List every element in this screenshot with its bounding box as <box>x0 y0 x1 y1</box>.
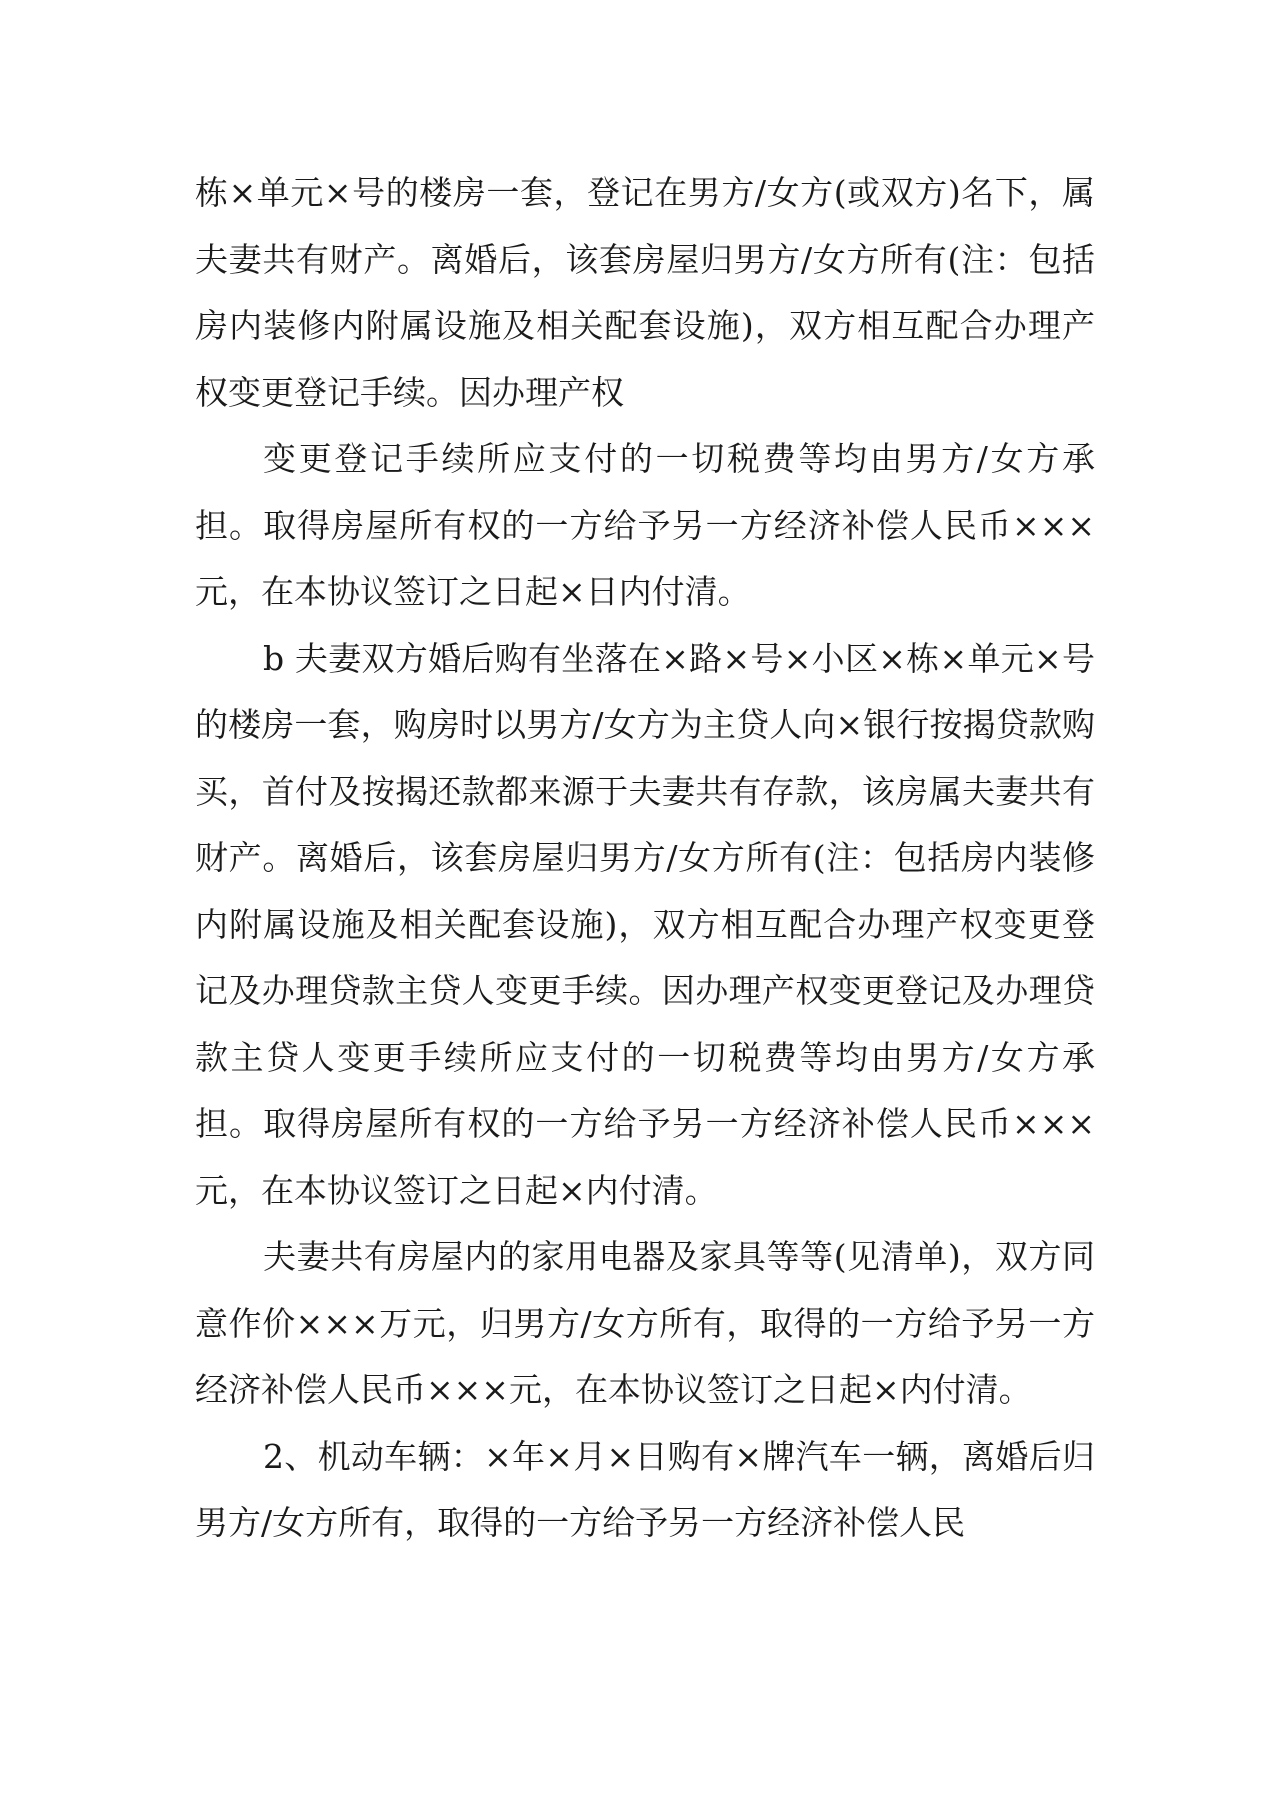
paragraph-appliances-furniture: 夫妻共有房屋内的家用电器及家具等等(见清单)，双方同意作价×××万元，归男方/女方所有，取得的一方给予另一方经济补偿人民币×××元，在本协议签订之日起×内付清。 <box>195 1237 1095 1409</box>
paragraph-motor-vehicle: 2、机动车辆：×年×月×日购有×牌汽车一辆，离婚后归男方/女方所有，取得的一方给予另一方经济补偿人民 <box>195 1436 1095 1542</box>
paragraph-transfer-fees: 变更登记手续所应支付的一切税费等均由男方/女方承担。取得房屋所有权的一方给予另一方经济补偿人民币×××元，在本协议签订之日起×日内付清。 <box>195 439 1095 611</box>
paragraph-property-house-continued: 栋×单元×号的楼房一套，登记在男方/女方(或双方)名下，属夫妻共有财产。离婚后，该套房屋归男方/女方所有(注：包括房内装修内附属设施及相关配套设施)，双方相互配合办理产权变更登记手续。因办理产权 <box>195 173 1095 412</box>
document-body <box>195 160 1095 1557</box>
paragraph-mortgage-house: b 夫妻双方婚后购有坐落在×路×号×小区×栋×单元×号的楼房一套，购房时以男方/女方为主贷人向×银行按揭贷款购买，首付及按揭还款都来源于夫妻共有存款，该房属夫妻共有财产。离婚后，该套房屋归男方/女方所有(注：包括房内装修内附属设施及相关配套设施)，双方相互配合办理产权变更登记及办理贷款主贷人变更手续。因办理产权变更登记及办理贷款主贷人变更手续所应支付的一切税费等均由男方/女方承担。取得房屋所有权的一方给予另一方经济补偿人民币×××元，在本协议签订之日起×内付清。 <box>195 638 1095 1210</box>
